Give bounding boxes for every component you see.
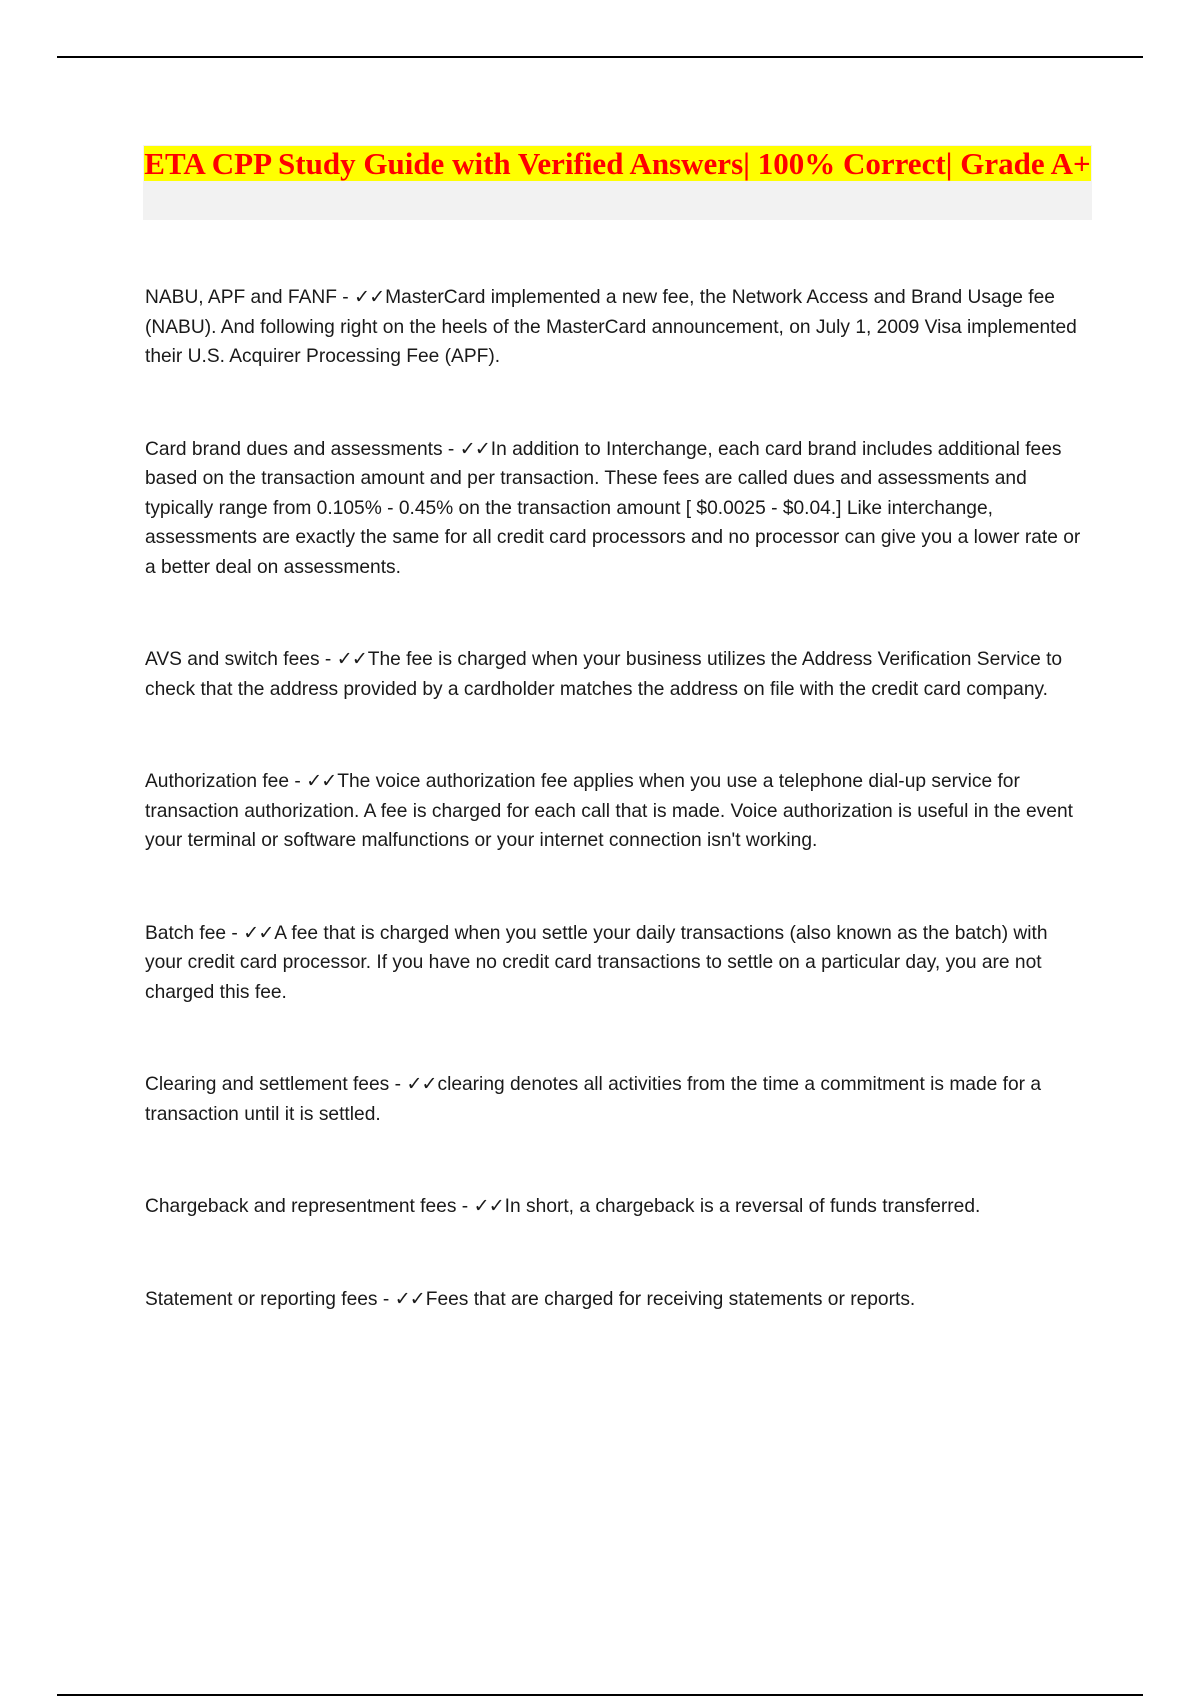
entry: [145, 1070, 1090, 1129]
entry: [145, 767, 1090, 856]
top-rule: [57, 56, 1143, 58]
entry-term: Clearing and settlement fees -: [145, 1074, 406, 1095]
entry-definition: In short, a chargeback is a reversal of funds transferred.: [504, 1196, 981, 1217]
bottom-rule: [57, 1694, 1143, 1696]
entry-list: [145, 283, 1090, 1314]
entry-term: Statement or reporting fees -: [145, 1289, 395, 1310]
double-check-icon: ✓✓: [336, 649, 367, 670]
entry-definition: MasterCard implemented a new fee, the Network Access and Brand Usage fee (NABU). And following right on the heels of the MasterCard announcement, on July 1, 2009 Visa implemented their U.S. Acquirer Processing Fee (APF).: [145, 287, 1077, 367]
entry-term: Batch fee -: [145, 923, 243, 944]
entry-term: NABU, APF and FANF -: [145, 287, 354, 308]
entry: [145, 919, 1090, 1008]
entry-definition: The voice authorization fee applies when you use a telephone dial-up service for transaction authorization. A fee is charged for each call that is made. Voice authorization is useful in the event your terminal or software malfunctions or your internet connection isn't working.: [145, 771, 1073, 851]
entry: [145, 1285, 1090, 1315]
entry-definition: The fee is charged when your business utilizes the Address Verification Service to check that the address provided by a cardholder matches the address on file with the credit card company.: [145, 649, 1063, 700]
double-check-icon: ✓✓: [243, 922, 274, 944]
entry: [145, 435, 1090, 583]
title-box: [143, 145, 1092, 220]
double-check-icon: ✓✓: [306, 771, 337, 792]
entry-definition: Fees that are charged for receiving statements or reports.: [425, 1288, 916, 1310]
double-check-icon: ✓✓: [459, 438, 490, 460]
double-check-icon: ✓✓: [354, 287, 385, 308]
entry-term: Authorization fee -: [145, 771, 306, 792]
entry-term: Chargeback and representment fees -: [145, 1196, 474, 1217]
double-check-icon: ✓✓: [406, 1074, 437, 1095]
entry-definition: clearing denotes all activities from the time a commitment is made for a transaction until it is settled.: [145, 1074, 1042, 1125]
entry-definition: In addition to Interchange, each card brand includes additional fees based on the transaction amount and per transaction. These fees are called dues and assessments and typically range from 0.105% - 0.45% on the transaction amount [ $0.0025 - $0.04.] Like interchange, assessments are exactly the same for all credit card processors and no processor can give you a lower rate or a better deal on assessments.: [145, 438, 1081, 578]
entry-term: Card brand dues and assessments -: [145, 439, 460, 460]
entry-definition: A fee that is charged when you settle your daily transactions (also known as the batch) with your credit card processor. If you have no credit card transactions to settle on a particular day, you are not charged this fee.: [145, 922, 1048, 1003]
document-title: ETA CPP Study Guide with Verified Answers| 100% Correct| Grade A+: [144, 146, 1091, 181]
entry-term: AVS and switch fees -: [145, 649, 337, 670]
double-check-icon: ✓✓: [473, 1196, 504, 1217]
entry: [145, 1192, 1090, 1222]
entry: [145, 283, 1090, 372]
double-check-icon: ✓✓: [394, 1288, 425, 1310]
entry: [145, 645, 1090, 704]
